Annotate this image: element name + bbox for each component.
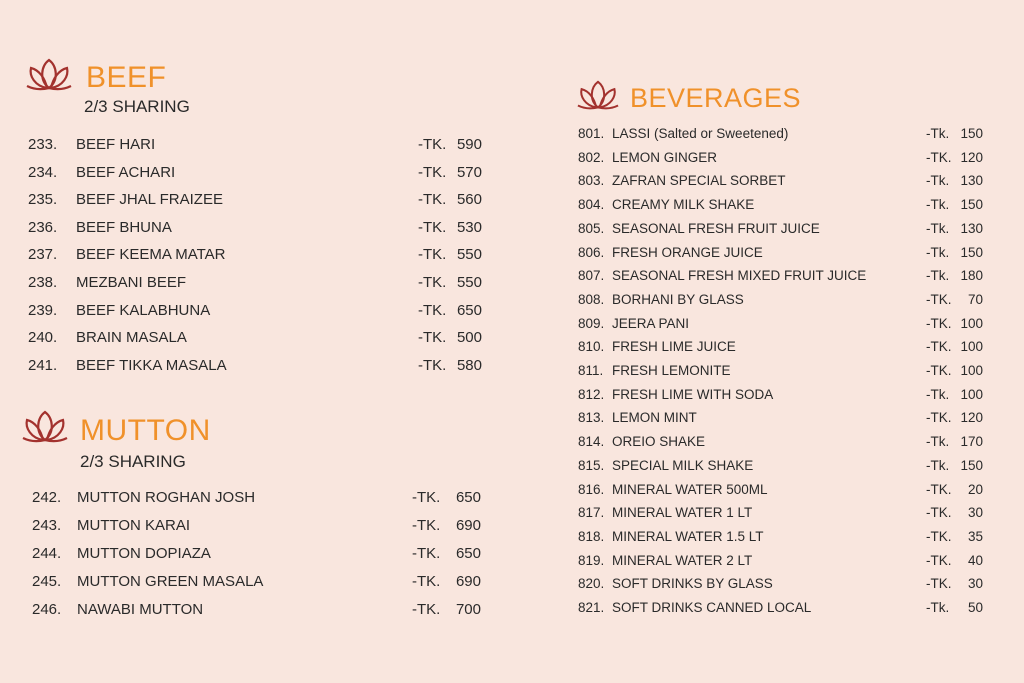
- item-number: 814.: [578, 434, 605, 450]
- item-name: MINERAL WATER 1 LT: [612, 505, 753, 521]
- item-price: 170: [960, 434, 983, 450]
- item-currency: -TK.: [418, 163, 447, 181]
- item-currency: -TK.: [418, 301, 447, 319]
- item-number: 239.: [28, 301, 58, 319]
- item-currency: -TK.: [418, 191, 447, 209]
- item-price: 570: [456, 163, 482, 181]
- item-name: MEZBANI BEEF: [76, 274, 187, 291]
- item-price: 150: [960, 244, 983, 260]
- item-number: 811.: [578, 363, 604, 378]
- item-name: BRAIN MASALA: [76, 329, 187, 347]
- item-price: 70: [967, 291, 983, 307]
- item-number: 237.: [28, 246, 58, 264]
- item-name: MUTTON KARAI: [77, 517, 191, 534]
- item-currency: -TK.: [412, 545, 441, 562]
- beef-subtitle: 2/3 SHARING: [84, 97, 190, 116]
- item-currency: -TK.: [926, 315, 952, 331]
- item-currency: -TK.: [418, 274, 447, 291]
- item-currency: -TK.: [418, 356, 447, 374]
- item-currency: -TK.: [926, 149, 952, 165]
- item-currency: -Tk.: [926, 600, 950, 615]
- item-number: 243.: [32, 517, 62, 534]
- item-number: 810.: [578, 339, 605, 355]
- item-name: MUTTON ROGHAN JOSH: [77, 489, 256, 506]
- item-currency: -TK.: [926, 552, 952, 568]
- item-number: 236.: [28, 218, 58, 236]
- item-name: MUTTON DOPIAZA: [77, 545, 211, 562]
- item-price: 130: [960, 220, 983, 236]
- item-price: 120: [960, 410, 983, 426]
- mutton-title: MUTTON: [80, 414, 211, 447]
- item-name: FRESH LIME WITH SODA: [612, 386, 774, 402]
- lotus-icon: [25, 58, 73, 92]
- item-currency: -TK.: [926, 410, 952, 426]
- item-number: 245.: [32, 573, 62, 590]
- item-price: 690: [455, 573, 481, 590]
- item-currency: -Tk.: [926, 173, 950, 189]
- item-name: SOFT DRINKS BY GLASS: [612, 576, 773, 592]
- item-name: MUTTON GREEN MASALA: [77, 573, 264, 590]
- item-currency: -TK.: [926, 576, 952, 592]
- item-currency: -TK.: [926, 481, 952, 497]
- beverages-title: BEVERAGES: [630, 83, 802, 113]
- item-price: 700: [455, 601, 481, 618]
- item-name: SPECIAL MILK SHAKE: [612, 457, 754, 473]
- item-price: 180: [960, 268, 983, 284]
- item-currency: -Tk.: [926, 126, 950, 141]
- item-name: ZAFRAN SPECIAL SORBET: [612, 173, 786, 189]
- item-number: 807.: [578, 268, 605, 284]
- item-price: 650: [456, 301, 482, 319]
- item-currency: -Tk.: [926, 220, 950, 236]
- item-name: BEEF KALABHUNA: [76, 301, 211, 319]
- item-number: 808.: [578, 291, 605, 307]
- item-name: CREAMY MILK SHAKE: [612, 197, 755, 213]
- item-number: 244.: [32, 545, 62, 562]
- item-number: 816.: [578, 481, 605, 497]
- item-price: 590: [456, 136, 482, 153]
- item-price: 30: [967, 505, 983, 521]
- item-name: MINERAL WATER 500ML: [612, 481, 768, 497]
- item-name: BEEF KEEMA MATAR: [76, 246, 226, 264]
- item-price: 560: [456, 191, 482, 209]
- item-number: 801.: [578, 126, 605, 141]
- item-price: 100: [960, 315, 983, 331]
- item-name: NAWABI MUTTON: [77, 601, 204, 618]
- item-number: 821.: [578, 600, 605, 615]
- item-name: BEEF TIKKA MASALA: [76, 356, 227, 374]
- item-number: 240.: [28, 329, 58, 347]
- item-price: 580: [456, 356, 482, 374]
- item-currency: -Tk.: [926, 386, 950, 402]
- item-number: 819.: [578, 552, 605, 568]
- item-name: JEERA PANI: [612, 315, 690, 331]
- item-currency: -TK.: [412, 573, 441, 590]
- item-name: SEASONAL FRESH MIXED FRUIT JUICE: [612, 268, 867, 284]
- item-price: 100: [960, 339, 983, 355]
- item-number: 803.: [578, 173, 605, 189]
- item-currency: -Tk.: [926, 244, 950, 260]
- item-name: MINERAL WATER 2 LT: [612, 552, 753, 568]
- item-number: 809.: [578, 315, 605, 331]
- item-name: BORHANI BY GLASS: [612, 291, 744, 307]
- item-name: FRESH LEMONITE: [612, 363, 731, 378]
- item-currency: -Tk.: [926, 434, 950, 450]
- item-number: 234.: [28, 163, 58, 181]
- item-name: FRESH ORANGE JUICE: [612, 244, 763, 260]
- item-number: 233.: [28, 136, 58, 153]
- item-number: 238.: [28, 274, 58, 291]
- item-name: LASSI (Salted or Sweetened): [612, 126, 789, 141]
- beef-title: BEEF: [86, 61, 167, 94]
- item-name: FRESH LIME JUICE: [612, 339, 736, 355]
- item-price: 50: [967, 600, 983, 615]
- item-number: 805.: [578, 220, 605, 236]
- item-number: 813.: [578, 410, 605, 426]
- item-currency: -TK.: [926, 528, 952, 544]
- item-price: 130: [960, 173, 983, 189]
- item-price: 100: [960, 386, 983, 402]
- item-price: 100: [960, 363, 983, 378]
- item-number: 817.: [578, 505, 605, 521]
- item-currency: -Tk.: [926, 457, 950, 473]
- item-currency: -TK.: [418, 136, 447, 153]
- item-price: 500: [456, 329, 482, 347]
- mutton-subtitle: 2/3 SHARING: [80, 452, 186, 471]
- item-number: 802.: [578, 149, 605, 165]
- item-price: 150: [960, 457, 983, 473]
- item-number: 241.: [28, 356, 58, 374]
- item-currency: -TK.: [926, 339, 952, 355]
- item-price: 40: [967, 552, 983, 568]
- item-name: BEEF BHUNA: [76, 218, 172, 236]
- item-number: 246.: [32, 601, 62, 618]
- item-price: 20: [967, 481, 983, 497]
- item-price: 650: [455, 545, 481, 562]
- item-name: SOFT DRINKS CANNED LOCAL: [612, 600, 812, 615]
- item-price: 690: [455, 517, 481, 534]
- item-name: BEEF HARI: [76, 136, 156, 153]
- item-price: 550: [456, 246, 482, 264]
- item-number: 235.: [28, 191, 58, 209]
- item-number: 804.: [578, 197, 605, 213]
- item-currency: -TK.: [418, 218, 447, 236]
- item-number: 806.: [578, 244, 605, 260]
- item-price: 550: [456, 274, 482, 291]
- item-number: 818.: [578, 528, 605, 544]
- lotus-icon: [21, 410, 69, 444]
- item-price: 150: [960, 197, 983, 213]
- item-currency: -TK.: [412, 489, 441, 506]
- item-price: 650: [455, 489, 481, 506]
- item-name: BEEF ACHARI: [76, 163, 176, 181]
- item-currency: -TK.: [412, 517, 441, 534]
- item-name: MINERAL WATER 1.5 LT: [612, 528, 764, 544]
- item-currency: -TK.: [926, 363, 952, 378]
- item-number: 820.: [578, 576, 605, 592]
- item-number: 242.: [32, 489, 62, 506]
- item-price: 35: [967, 528, 983, 544]
- item-currency: -Tk.: [926, 197, 950, 213]
- item-currency: -TK.: [926, 505, 952, 521]
- item-price: 120: [960, 149, 983, 165]
- item-currency: -TK.: [418, 246, 447, 264]
- item-name: OREIO SHAKE: [612, 434, 706, 450]
- item-name: BEEF JHAL FRAIZEE: [76, 191, 223, 209]
- item-number: 812.: [578, 386, 605, 402]
- item-price: 150: [960, 126, 983, 141]
- item-price: 30: [967, 576, 983, 592]
- lotus-icon: [576, 80, 620, 111]
- item-price: 530: [456, 218, 482, 236]
- item-currency: -TK.: [412, 601, 441, 618]
- item-number: 815.: [578, 457, 605, 473]
- item-currency: -Tk.: [926, 268, 950, 284]
- item-currency: -TK.: [926, 291, 952, 307]
- item-currency: -TK.: [418, 329, 447, 347]
- item-name: LEMON GINGER: [612, 149, 718, 165]
- item-name: LEMON MINT: [612, 410, 697, 426]
- item-name: SEASONAL FRESH FRUIT JUICE: [612, 220, 820, 236]
